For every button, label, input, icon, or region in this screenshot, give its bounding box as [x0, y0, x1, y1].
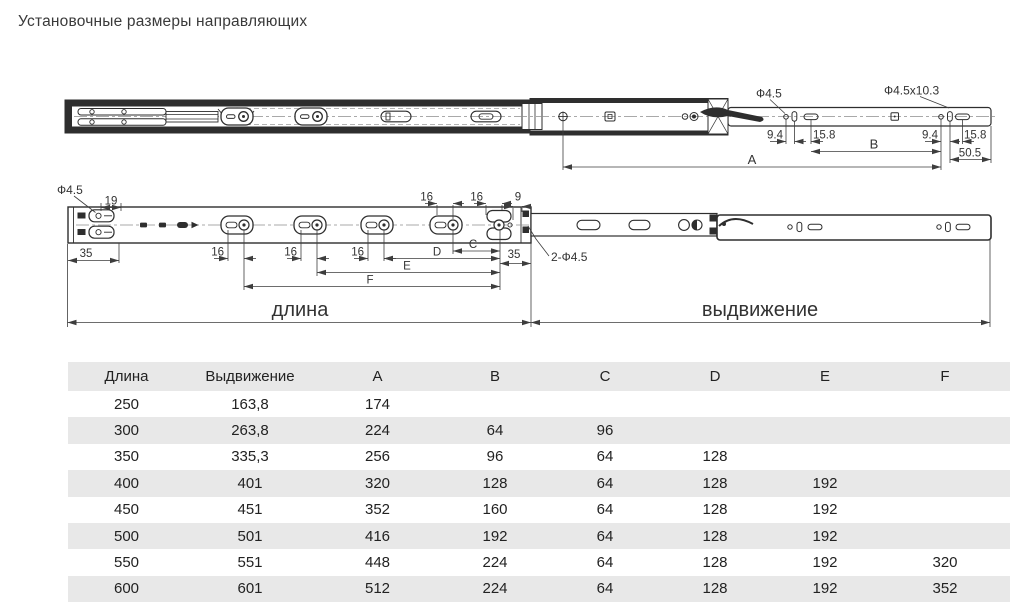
- table-cell: 96: [486, 448, 504, 466]
- column-header: F: [940, 368, 950, 385]
- table-cell: 64: [596, 448, 614, 466]
- table-cell: [770, 444, 880, 470]
- table-cell: 416: [364, 527, 391, 545]
- dim-label: 16: [470, 191, 483, 204]
- table-cell: 512: [364, 580, 391, 598]
- table-cell: [880, 523, 1010, 549]
- slide-plan-view: [57, 183, 993, 327]
- table-cell: [770, 391, 880, 417]
- hook-slot: [89, 226, 114, 238]
- callout-phi45x103: [884, 84, 949, 109]
- mount-slot-pair: [430, 216, 462, 234]
- table-cell: 174: [364, 395, 391, 413]
- table-cell: 320: [932, 554, 958, 572]
- dim-label: 16: [211, 246, 224, 259]
- table-cell: [660, 417, 770, 443]
- dim-label: E: [403, 260, 411, 273]
- dim-label: 15.8: [813, 129, 836, 142]
- table-cell: 64: [596, 527, 614, 545]
- dim-end-right-35: [500, 249, 531, 264]
- table-cell: [880, 497, 1010, 523]
- mount-slot-pair: [221, 216, 253, 234]
- dim-label: 9.4: [922, 129, 938, 142]
- table-cell: 263,8: [231, 422, 269, 440]
- dim-e: [317, 261, 500, 273]
- dim-end-left-35: [68, 248, 119, 261]
- column-header: E: [819, 368, 830, 385]
- table-cell: 163,8: [231, 395, 269, 413]
- table-cell: 448: [364, 554, 391, 572]
- table-cell: [880, 444, 1010, 470]
- dim-16-3: [351, 247, 396, 259]
- mount-slot-pair: [295, 108, 327, 125]
- table-cell: 192: [812, 501, 838, 519]
- column-header: Выдвижение: [205, 368, 295, 385]
- table-cell: 64: [486, 422, 504, 440]
- dim-label: 16: [351, 246, 364, 259]
- table-cell: 451: [237, 501, 263, 519]
- table-cell: 64: [596, 554, 614, 572]
- table-cell: 160: [482, 501, 508, 519]
- mount-slot-pair: [361, 216, 393, 234]
- table-cell: 128: [702, 501, 728, 519]
- dim-d: [384, 247, 500, 259]
- dim-label: A: [747, 152, 757, 167]
- table-cell: 64: [596, 474, 614, 492]
- dim-label: 19: [104, 195, 118, 208]
- table-cell: 401: [237, 474, 263, 492]
- mount-slot-pair: [294, 216, 326, 234]
- table-row: [68, 470, 1010, 496]
- dim-16-1: [211, 247, 256, 259]
- table-row: [68, 523, 1010, 549]
- table-row: [68, 417, 1010, 443]
- dim-label: 2-Ф4.5: [551, 250, 588, 264]
- table-cell: 320: [364, 474, 391, 492]
- dim-16-2: [284, 247, 329, 259]
- dim-label: C: [468, 239, 478, 251]
- table-cell: [880, 391, 1010, 417]
- table-row: [68, 391, 1010, 417]
- dim-offset-1: [767, 130, 806, 142]
- table-cell: 128: [702, 448, 728, 466]
- dim-pitch-1: [811, 130, 835, 142]
- dim-label: F: [366, 274, 374, 287]
- mount-slot-pair: [221, 108, 253, 125]
- table-cell: 192: [812, 474, 838, 492]
- dim-label: 15.8: [964, 129, 987, 142]
- table-row: [68, 497, 1010, 523]
- middle-rail: [531, 214, 717, 237]
- table-cell: 96: [596, 422, 614, 440]
- table-cell: 601: [237, 580, 263, 598]
- table-row: [68, 576, 1010, 602]
- table-cell: 352: [932, 580, 958, 598]
- table-cell: 192: [812, 554, 838, 572]
- dim-pitch-2: [963, 130, 987, 142]
- dim-label: B: [869, 136, 879, 152]
- dim-label: 16: [420, 191, 433, 204]
- column-header: A: [372, 368, 383, 385]
- dim-label: 16: [284, 246, 297, 259]
- table-row: [68, 549, 1010, 575]
- table-cell: 128: [702, 580, 728, 598]
- table-cell: 352: [364, 501, 391, 519]
- column-header: Длина: [104, 368, 149, 385]
- dim-a: [563, 152, 941, 167]
- table-cell: 64: [596, 501, 614, 519]
- table-cell: 192: [812, 580, 838, 598]
- slide-side-view: [65, 84, 995, 171]
- dim-label: D: [432, 246, 442, 259]
- dim-length: [68, 299, 532, 323]
- table-body: [68, 391, 1010, 602]
- hook-slot: [89, 210, 114, 222]
- table-cell: 128: [702, 474, 728, 492]
- page-title: Установочные размеры направляющих: [18, 13, 308, 30]
- table-cell: [550, 391, 660, 417]
- dim-label: 9: [514, 191, 522, 204]
- table-cell: 192: [812, 527, 838, 545]
- table-cell: 192: [482, 527, 508, 545]
- table-cell: 500: [113, 527, 140, 545]
- table-cell: [440, 391, 550, 417]
- table-cell: 128: [482, 474, 508, 492]
- table-cell: 551: [237, 554, 263, 572]
- table-cell: 64: [596, 580, 614, 598]
- column-header: D: [709, 368, 721, 385]
- table-cell: 450: [113, 501, 140, 519]
- table-cell: 250: [113, 395, 140, 413]
- dim-label: 9.4: [767, 129, 783, 142]
- table-cell: [770, 417, 880, 443]
- table-cell: 550: [113, 554, 140, 572]
- table-row: [68, 444, 1010, 470]
- dim-label: 50.5: [958, 147, 982, 160]
- outer-member: [717, 215, 991, 240]
- extension-label: выдвижение: [701, 299, 819, 321]
- dim-label: Ф4.5: [57, 183, 83, 197]
- table-cell: 400: [113, 474, 140, 492]
- table-cell: 224: [364, 422, 391, 440]
- table-cell: [880, 470, 1010, 496]
- dim-label: 35: [79, 248, 93, 260]
- dim-extension: [531, 299, 990, 323]
- table-cell: 335,3: [231, 448, 269, 466]
- table-cell: 256: [364, 448, 391, 466]
- table-cell: 224: [482, 580, 508, 598]
- table-cell: 350: [113, 448, 140, 466]
- length-label: длина: [271, 299, 329, 321]
- column-header: B: [489, 368, 500, 385]
- dim-label: 35: [507, 249, 521, 261]
- table-cell: 600: [113, 580, 140, 598]
- table-cell: [660, 391, 770, 417]
- dim-f: [244, 275, 500, 287]
- table-cell: 501: [237, 527, 263, 545]
- dim-label: Ф4.5: [756, 86, 782, 101]
- table-cell: 128: [702, 527, 728, 545]
- dimensions-table: [68, 362, 1010, 602]
- column-header: C: [599, 368, 611, 385]
- dimensions-plan-view: [57, 183, 990, 327]
- table-cell: 128: [702, 554, 728, 572]
- table-header-row: [68, 362, 1010, 391]
- table-cell: 224: [482, 554, 508, 572]
- dim-end-50-5: [950, 148, 991, 160]
- dim-label: Ф4.5x10.3: [884, 83, 940, 98]
- table-cell: 300: [113, 422, 140, 440]
- table-cell: [880, 417, 1010, 443]
